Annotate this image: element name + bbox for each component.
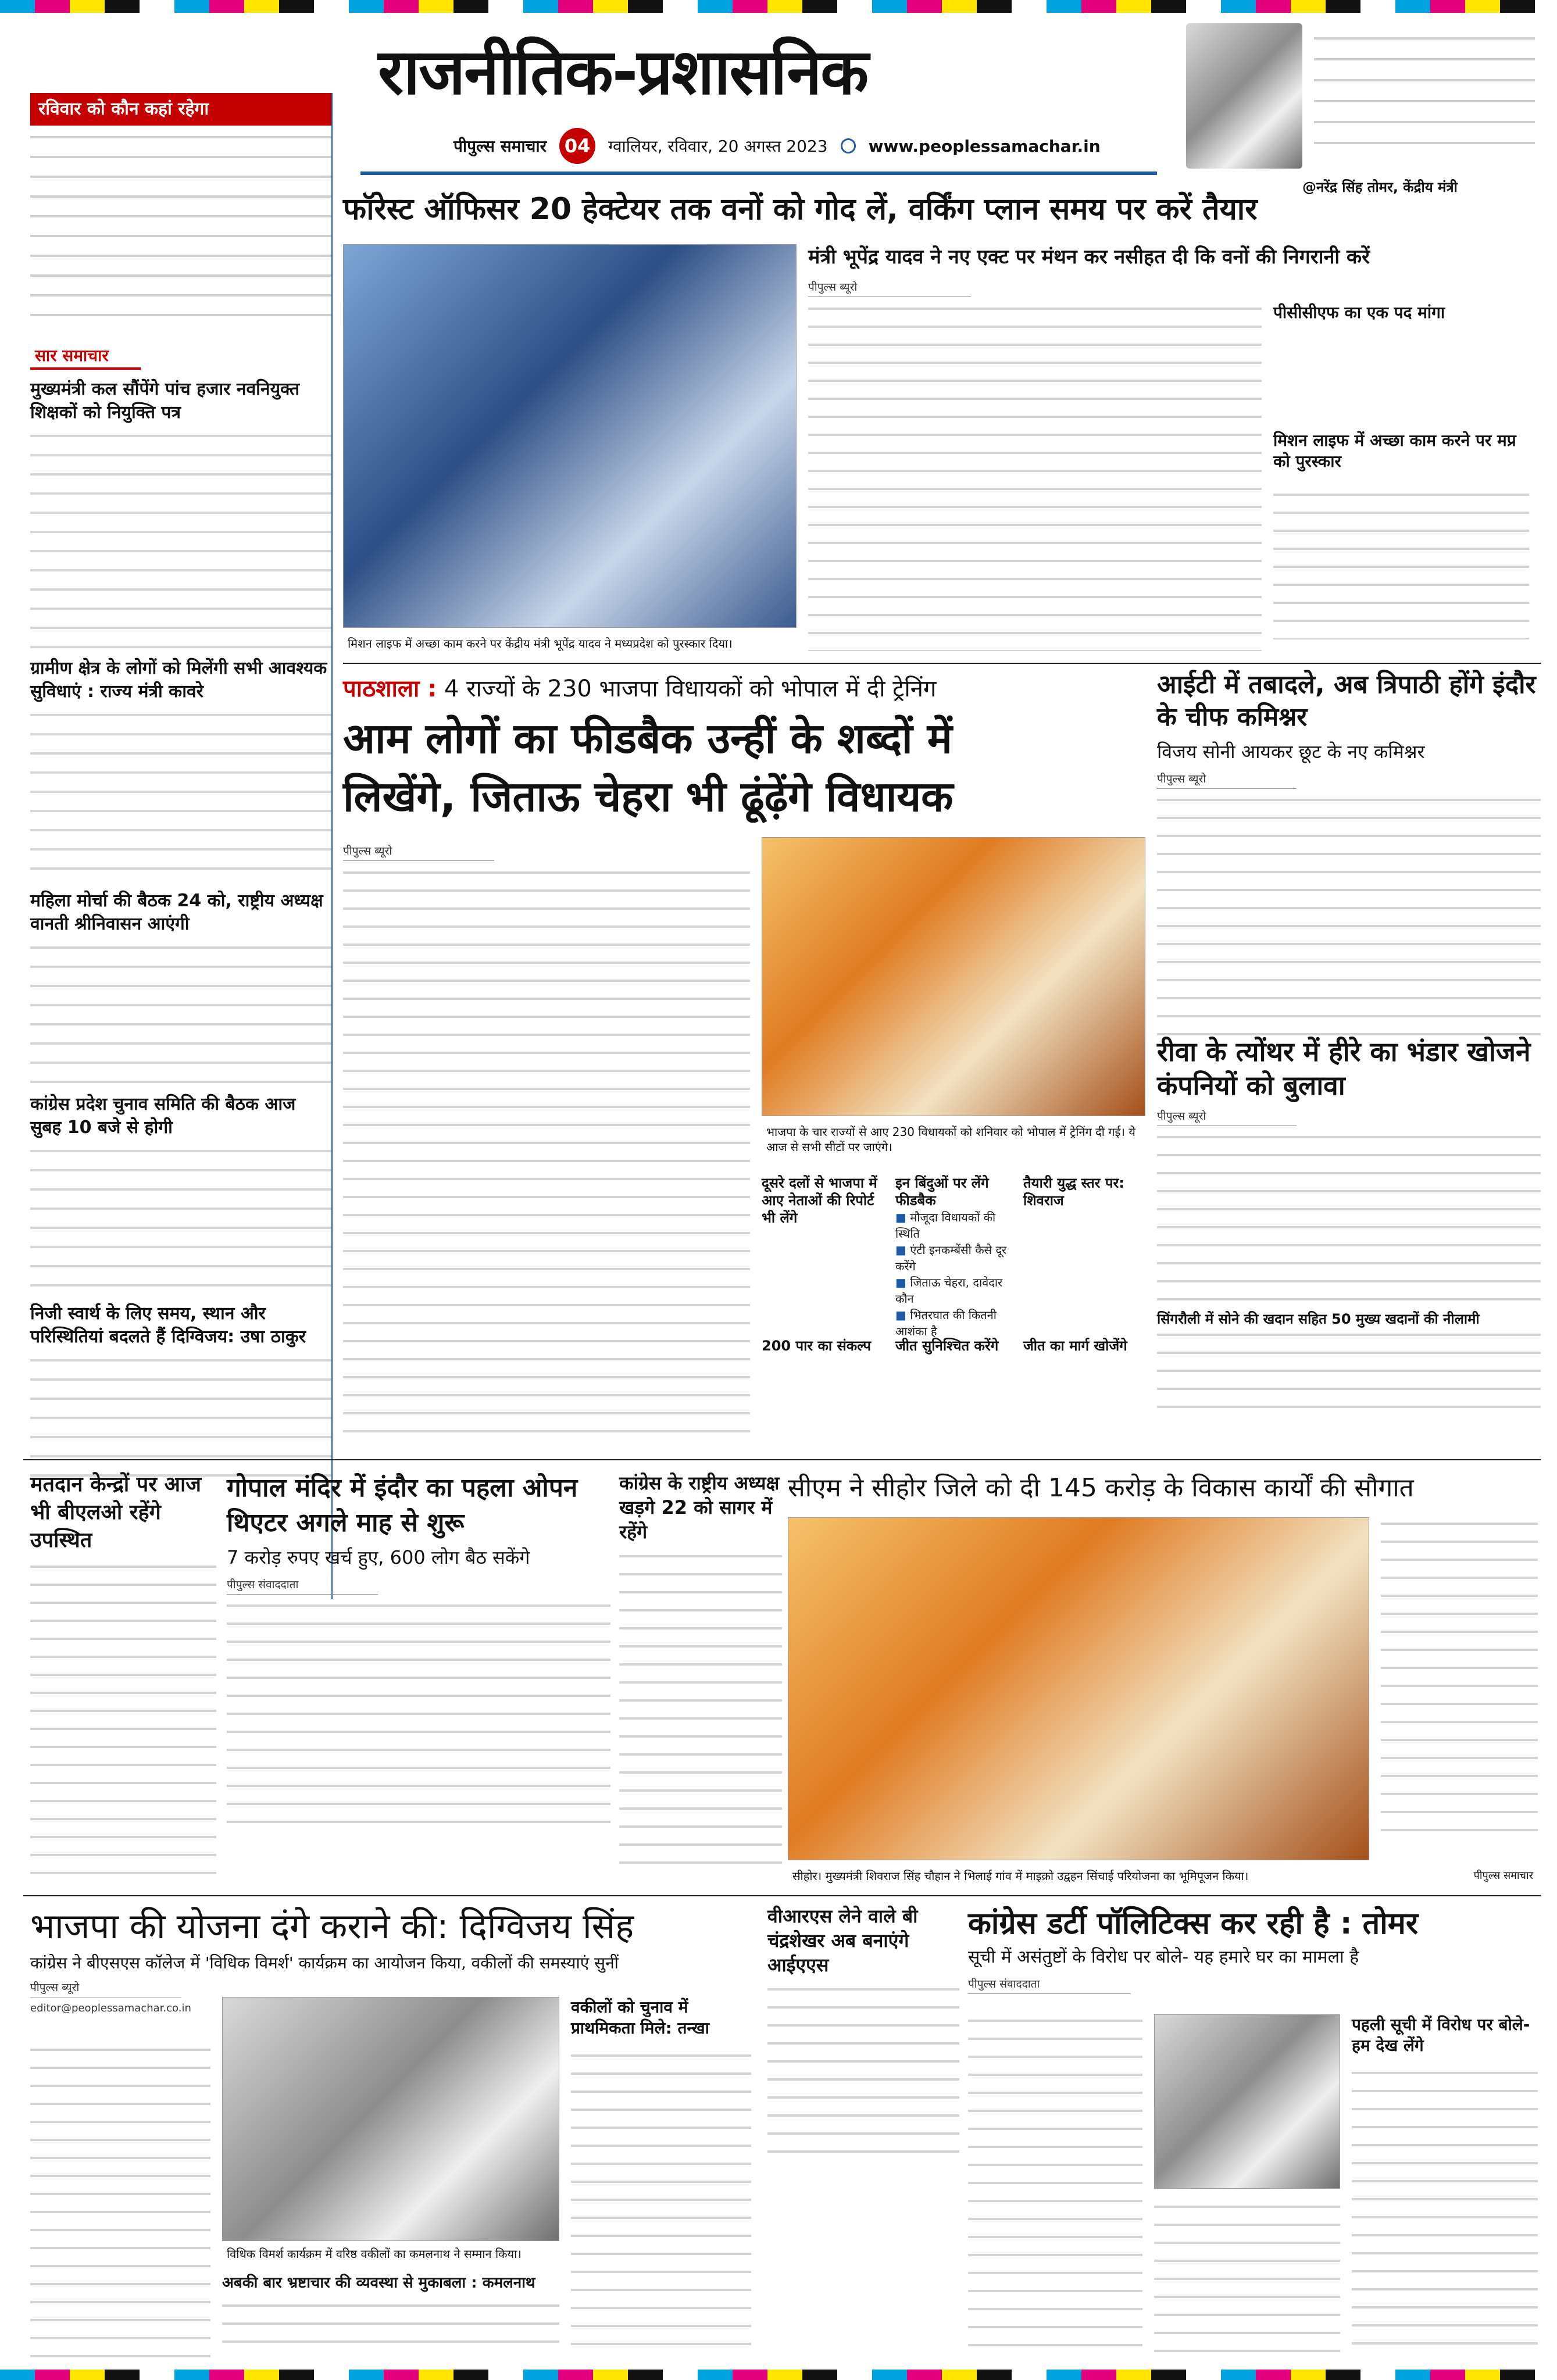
globe-icon [841, 138, 856, 153]
sehore-photo [788, 1517, 1369, 1860]
training-photo [762, 837, 1145, 1116]
digvijay-sub-tankha: वकीलों को चुनाव में प्राथमिकता मिले: तन्खा [571, 1997, 709, 2038]
quote-text-placeholder [1314, 29, 1535, 163]
masthead-rule [360, 171, 1157, 175]
forest-story [343, 186, 1541, 657]
digvijay-email: editor@peoplessamachar.co.in [30, 2002, 191, 2014]
feedback-points-list [895, 1209, 1017, 1339]
feedback-kicker-line: पाठशाला : 4 राज्यों के 230 भाजपा विधायकों को भोपाल में दी ट्रेनिंग [343, 676, 937, 702]
minister-portrait [1186, 23, 1302, 169]
section-title: राजनीतिक-प्रशासनिक [378, 36, 868, 109]
brief-item: मुख्यमंत्री कल सौंपेंगे पांच हजार नवनियुक्त शिक्षकों को नियुक्ति पत्र [30, 378, 331, 650]
schedule-list-placeholder [30, 130, 331, 328]
tomar-story [968, 1904, 1541, 2363]
list-item: ■ एंटी इनकम्बेंसी कैसे दूर करेंगे [895, 1243, 1007, 1273]
diamond-byline: पीपुल्स ब्यूरो [1157, 1108, 1297, 1126]
forest-headline: फॉरेस्ट ऑफिसर 20 हेक्टेयर तक वनों को गोद लें, वर्किंग प्लान समय पर करें तैयार [343, 192, 1258, 227]
diamond-subhead: सिंगरौली में सोने की खदान सहित 50 मुख्य खदानों की नीलामी [1157, 1311, 1480, 1327]
it-byline: पीपुल्स ब्यूरो [1157, 771, 1297, 789]
brief-item: ग्रामीण क्षेत्र के लोगों को मिलेंगी सभी आवश्यक सुविधाएं : राज्य मंत्री कावरे [30, 657, 331, 882]
digvijay-caption: विधिक विमर्श कार्यक्रम में वरिष्ठ वकीलों का कमलनाथ ने सम्मान किया। [222, 2244, 559, 2264]
forest-subhead-mission: मिशन लाइफ में अच्छा काम करने पर मप्र को पुरस्कार [1273, 431, 1516, 471]
website-link[interactable]: www.peoplessamachar.in [868, 136, 1101, 156]
quote-attribution: @नरेंद्र सिंह तोमर, केंद्रीय मंत्री [1302, 179, 1458, 195]
brand-name: पीपुल्स समाचार [453, 137, 547, 156]
schedule-header: रविवार को कौन कहां रहेगा [30, 93, 331, 126]
digvijay-story [30, 1904, 757, 2363]
digvijay-sub-kamalnath: अबकी बार भ्रष्टाचार की व्यवस्था से मुकाबला : कमलनाथ [222, 2274, 535, 2292]
feedback-story [343, 669, 1151, 1448]
it-deck: विजय सोनी आयकर छूट के नए कमिश्नर [1157, 741, 1425, 763]
brief-item: निजी स्वार्थ के लिए समय, स्थान और परिस्थितियां बदलते हैं दिग्विजय: उषा ठाकुर [30, 1302, 331, 1487]
feedback-sub-points: इन बिंदुओं पर लेंगे फीडबैक [895, 1175, 989, 1209]
kharge-story [619, 1471, 782, 1889]
sehore-headline: सीएम ने सीहोर जिले को दी 145 करोड़ के विकास कार्यों की सौगात [788, 1473, 1414, 1503]
sehore-story [788, 1471, 1541, 1889]
forest-award-photo [343, 244, 797, 628]
vrs-headline: वीआरएस लेने वाले बी चंद्रशेखर अब बनाएंगे आईएएस [767, 1905, 918, 1976]
tomar-deck: सूची में असंतुष्टों के विरोध पर बोले- यह हमारे घर का मामला है [968, 1947, 1359, 1967]
vrs-story [767, 1904, 959, 2183]
voters-headline: मतदान केन्द्रों पर आज भी बीएलओ रहेंगे उपस्थित [30, 1473, 201, 1552]
quote-box [1186, 23, 1541, 198]
training-caption: भाजपा के चार राज्यों से आए 230 विधायकों को शनिवार को भोपाल में ट्रेनिंग दी गई। ये आज से सभी सीटों पर जाएंगे। [762, 1122, 1145, 1157]
kharge-headline: कांग्रेस के राष्ट्रीय अध्यक्ष खड़गे 22 को सागर में रहेंगे [619, 1472, 780, 1543]
forest-deck: मंत्री भूपेंद्र यादव ने नए एक्ट पर मंथन कर नसीहत दी कि वनों की निगरानी करें [808, 245, 1370, 269]
voters-story [30, 1471, 216, 1889]
sehore-photo-credit: पीपुल्स समाचार [1398, 1866, 1538, 1886]
diamond-headline: रीवा के त्योंथर में हीरे का भंडार खोजने कंपनियों को बुलावा [1157, 1036, 1531, 1101]
it-headline: आईटी में तबादले, अब त्रिपाठी होंगे इंदौर के चीफ कमिश्नर [1157, 670, 1536, 732]
list-item: ■ भितरघात की कितनी आशंका है [895, 1308, 997, 1338]
tomar-photo [1154, 2014, 1340, 2189]
feedback-sub-shivraj: तैयारी युद्ध स्तर पर: शिवराज [1023, 1175, 1124, 1209]
tomar-headline: कांग्रेस डर्टी पॉलिटिक्स कर रही है : तोमर [968, 1906, 1419, 1941]
tomar-sidebar-title: पहली सूची में विरोध पर बोले- हम देख लेंगे [1352, 2015, 1530, 2055]
feedback-sub-200: 200 पार का संकल्प [762, 1338, 872, 1354]
digvijay-event-photo [222, 1997, 559, 2241]
feedback-body-placeholder [343, 866, 750, 1448]
feedback-sub-path: जीत का मार्ग खोजेंगे [1023, 1338, 1127, 1354]
print-color-bar-bottom [0, 2370, 1557, 2380]
page-number: 04 [559, 128, 595, 164]
feedback-sub-win: जीत सुनिश्चित करेंगे [895, 1338, 999, 1354]
tomar-byline: पीपुल्स संवाददाता [968, 1976, 1131, 1994]
feedback-sub-leaders: दूसरे दलों से भाजपा में आए नेताओं की रिपोर्ट भी लेंगे [762, 1175, 877, 1226]
theatre-headline: गोपाल मंदिर में इंदौर का पहला ओपन थिएटर अगले माह से शुरू [227, 1473, 578, 1538]
theatre-byline: पीपुल्स संवाददाता [227, 1577, 378, 1595]
forest-body-placeholder [808, 302, 1262, 651]
brief-item: कांग्रेस प्रदेश चुनाव समिति की बैठक आज सुबह 10 बजे से होगी [30, 1093, 331, 1295]
list-item: ■ मौजूदा विधायकों की स्थिति [895, 1210, 996, 1241]
diamond-story [1157, 1035, 1541, 1453]
brief-item: महिला मोर्चा की बैठक 24 को, राष्ट्रीय अध्यक्ष वानती श्रीनिवासन आएंगी [30, 889, 331, 1086]
list-item: ■ जिताऊ चेहरा, दावेदार कौन [895, 1275, 1003, 1306]
sar-samachar-header: सार समाचार [30, 344, 141, 370]
feedback-byline: पीपुल्स ब्यूरो [343, 843, 494, 861]
digvijay-deck: कांग्रेस ने बीएसएस कॉलेज में 'विधिक विमर्श' कार्यक्रम का आयोजन किया, वकीलों की समस्याएं सुनीं [30, 1953, 619, 1972]
sehore-points-placeholder [1381, 1517, 1538, 1843]
print-color-bar [0, 0, 1557, 13]
theatre-story [227, 1471, 610, 1889]
it-transfer-story [1157, 669, 1541, 1029]
dateline: ग्वालियर, रविवार, 20 अगस्त 2023 [608, 137, 828, 156]
forest-byline: पीपुल्स ब्यूरो [808, 279, 971, 297]
feedback-headline-1: आम लोगों का फीडबैक उन्हीं के शब्दों में [343, 714, 952, 763]
feedback-headline-2: लिखेंगे, जिताऊ चेहरा भी ढूंढ़ेंगे विधायक [343, 772, 954, 821]
forest-subhead-pccf: पीसीसीएफ का एक पद मांगा [1273, 303, 1445, 322]
digvijay-headline: भाजपा की योजना दंगे कराने की: दिग्विजय सिंह [30, 1906, 634, 1947]
forest-photo-caption: मिशन लाइफ में अच्छा काम करने पर केंद्रीय मंत्री भूपेंद्र यादव ने मध्यप्रदेश को पुरस्कार दिया। [343, 634, 797, 653]
theatre-deck: 7 करोड़ रुपए खर्च हुए, 600 लोग बैठ सकेंगे [227, 1546, 530, 1568]
sehore-caption: सीहोर। मुख्यमंत्री शिवराज सिंह चौहान ने भिलाई गांव में माइक्रो उद्वहन सिंचाई परियोजना का भूमिपूजन किया। [788, 1866, 1369, 1886]
digvijay-byline: पीपुल्स ब्यूरो [30, 1979, 181, 1997]
